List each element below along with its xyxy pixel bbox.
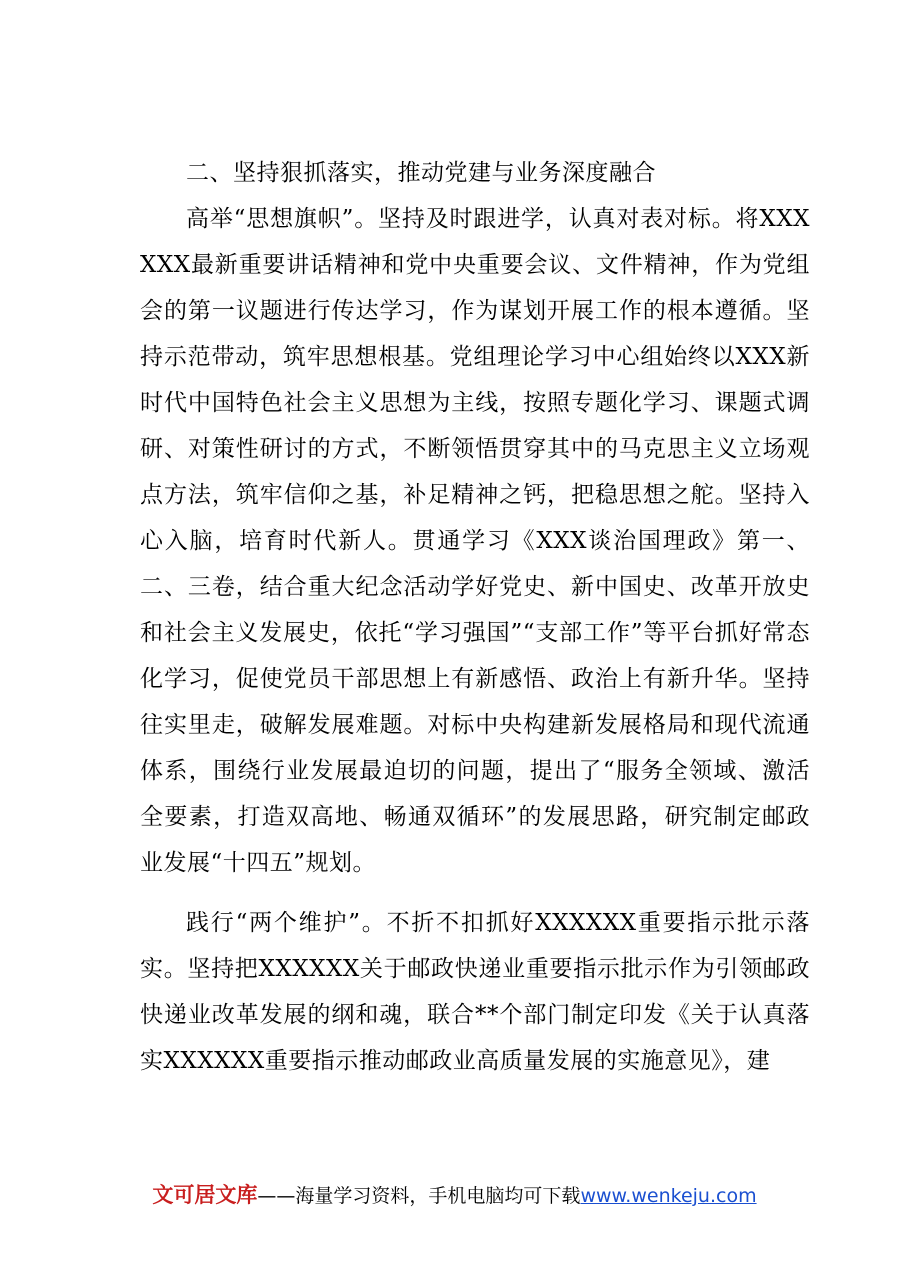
footer-brand: 文可居文库 bbox=[152, 1183, 258, 1207]
section-heading: 二、坚持狠抓落实，推动党建与业务深度融合 bbox=[186, 160, 656, 186]
document-body bbox=[140, 150, 810, 1084]
paragraph-two-safeguards: 践行“两个维护”。不折不扣抓好XXXXXX重要指示批示落实。坚持把XXXXXX关于邮政快递业重要指示批示作为引领邮政快递业改革发展的纲和魂，联合**个部门制定印发《关于认真落实XXXXXX重要指示推动邮政业高质量发展的实施意见》，建 bbox=[140, 910, 810, 1074]
paragraph-thought-banner: 高举“思想旗帜”。坚持及时跟进学，认真对表对标。将XXXXXX最新重要讲话精神和党中央重要会议、文件精神，作为党组会的第一议题进行传达学习，作为谋划开展工作的根本遵循。坚持示范带动，筑牢思想根基。党组理论学习中心组始终以XXX新时代中国特色社会主义思想为主线，按照专题化学习、课题式调研、对策性研讨的方式，不断领悟贯穿其中的马克思主义立场观点方法，筑牢信仰之基，补足精神之钙，把稳思想之舵。坚持入心入脑，培育时代新人。贯通学习《XXX谈治国理政》第一、二、三卷，结合重大纪念活动学好党史、新中国史、改革开放史和社会主义发展史，依托“学习强国”“支部工作”等平台抓好常态化学习，促使党员干部思想上有新感悟、政治上有新升华。坚持往实里走，破解发展难题。对标中央构建新发展格局和现代流通体系，围绕行业发展最迫切的问题，提出了“服务全领域、激活全要素，打造双高地、畅通双循环”的发展思路，研究制定邮政业发展“十四五”规划。 bbox=[140, 206, 810, 876]
footer-url-link[interactable]: www.wenkeju.com bbox=[580, 1185, 757, 1207]
paragraph-spacer bbox=[140, 886, 810, 900]
footer-tagline: ——海量学习资料，手机电脑均可下载 bbox=[257, 1185, 581, 1207]
footer-banner bbox=[0, 1180, 909, 1211]
